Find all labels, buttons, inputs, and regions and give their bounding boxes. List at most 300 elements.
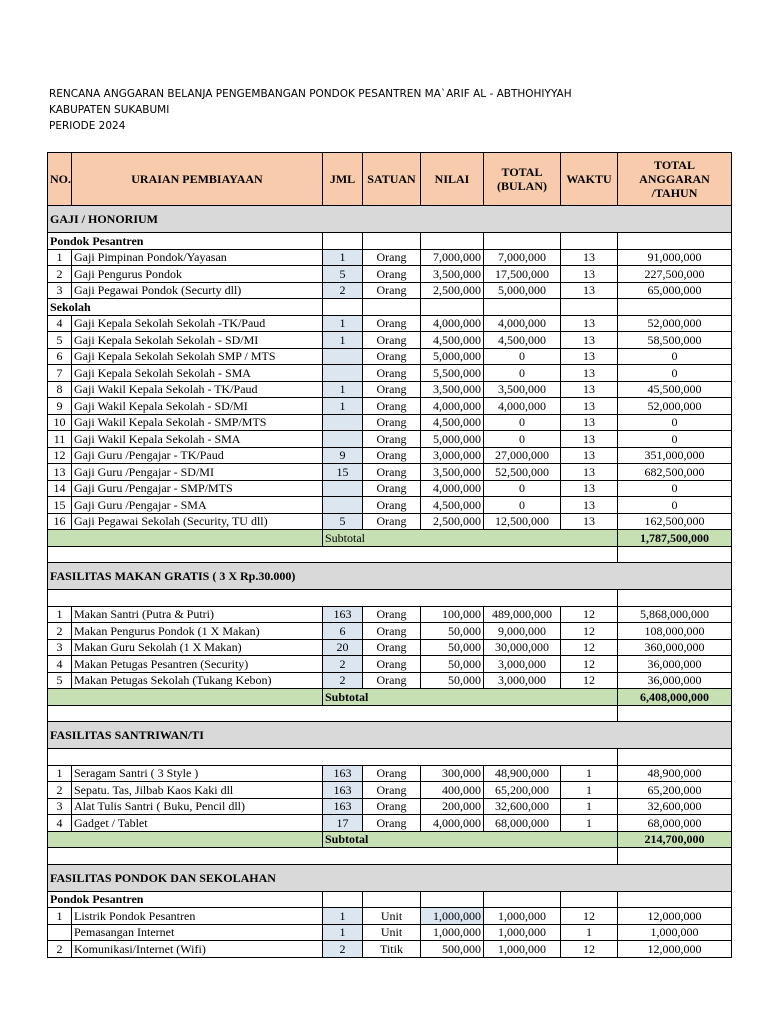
row-number: 10 xyxy=(48,414,72,431)
row-quantity xyxy=(323,497,363,514)
col-header-no: NO. xyxy=(48,153,72,206)
empty-cell xyxy=(561,233,618,250)
row-unit: Orang xyxy=(363,782,421,799)
row-annual-total: 65,000,000 xyxy=(618,282,732,299)
subsection-label: Pondok Pesantren xyxy=(48,233,323,250)
table-row xyxy=(48,365,732,382)
spacer-row xyxy=(48,705,732,722)
row-unit-value: 500,000 xyxy=(421,941,484,958)
section-santri xyxy=(48,722,732,749)
row-unit: Orang xyxy=(363,332,421,349)
row-number: 11 xyxy=(48,431,72,448)
row-annual-total: 12,000,000 xyxy=(618,908,732,925)
row-description: Gaji Wakil Kepala Sekolah - TK/Paud xyxy=(72,381,323,398)
empty-cell xyxy=(421,891,484,908)
row-description: Gaji Kepala Sekolah Sekolah -TK/Paud xyxy=(72,315,323,332)
row-unit-value: 100,000 xyxy=(421,606,484,623)
row-quantity: 9 xyxy=(323,447,363,464)
row-number: 1 xyxy=(48,606,72,623)
row-duration: 13 xyxy=(561,266,618,283)
row-number: 2 xyxy=(48,782,72,799)
row-unit: Orang xyxy=(363,282,421,299)
row-monthly-total: 30,000,000 xyxy=(484,639,561,656)
row-duration: 13 xyxy=(561,464,618,481)
row-unit: Orang xyxy=(363,447,421,464)
row-unit-value: 1,000,000 xyxy=(421,908,484,925)
row-duration: 13 xyxy=(561,348,618,365)
row-monthly-total: 1,000,000 xyxy=(484,941,561,958)
row-quantity: 163 xyxy=(323,606,363,623)
empty-cell xyxy=(618,705,732,722)
spacer-row xyxy=(48,590,732,607)
empty-cell xyxy=(618,590,732,607)
row-number: 12 xyxy=(48,447,72,464)
row-quantity: 20 xyxy=(323,639,363,656)
row-monthly-total: 0 xyxy=(484,431,561,448)
row-unit-value: 5,000,000 xyxy=(421,431,484,448)
row-duration: 13 xyxy=(561,282,618,299)
table-row xyxy=(48,908,732,925)
section-title: FASILITAS MAKAN GRATIS ( 3 X Rp.30.000) xyxy=(48,563,732,590)
row-duration: 13 xyxy=(561,447,618,464)
table-row xyxy=(48,447,732,464)
row-monthly-total: 3,500,000 xyxy=(484,381,561,398)
row-annual-total: 0 xyxy=(618,365,732,382)
row-duration: 13 xyxy=(561,431,618,448)
subtotal-label: Subtotal xyxy=(323,689,618,706)
row-annual-total: 0 xyxy=(618,414,732,431)
row-annual-total: 351,000,000 xyxy=(618,447,732,464)
row-description: Gaji Wakil Kepala Sekolah - SMP/MTS xyxy=(72,414,323,431)
table-row xyxy=(48,815,732,832)
row-unit: Orang xyxy=(363,798,421,815)
row-monthly-total: 0 xyxy=(484,348,561,365)
col-header-jml: JML xyxy=(323,153,363,206)
row-number xyxy=(48,924,72,941)
row-quantity: 1 xyxy=(323,249,363,266)
row-unit-value: 4,000,000 xyxy=(421,480,484,497)
row-description: Listrik Pondok Pesantren xyxy=(72,908,323,925)
row-monthly-total: 4,000,000 xyxy=(484,315,561,332)
budget-table xyxy=(47,152,732,958)
row-unit-value: 4,500,000 xyxy=(421,497,484,514)
row-description: Gaji Kepala Sekolah Sekolah - SMA xyxy=(72,365,323,382)
section-fasilitas xyxy=(48,864,732,891)
table-row xyxy=(48,431,732,448)
subsection-label: Pondok Pesantren xyxy=(48,891,323,908)
row-annual-total: 36,000,000 xyxy=(618,656,732,673)
row-description: Makan Pengurus Pondok (1 X Makan) xyxy=(72,623,323,640)
row-description: Gaji Kepala Sekolah Sekolah - SD/MI xyxy=(72,332,323,349)
document-regency: KABUPATEN SUKABUMI xyxy=(49,104,170,116)
row-quantity xyxy=(323,365,363,382)
row-duration: 12 xyxy=(561,639,618,656)
row-monthly-total: 27,000,000 xyxy=(484,447,561,464)
row-quantity: 1 xyxy=(323,924,363,941)
row-description: Gadget / Tablet xyxy=(72,815,323,832)
row-quantity xyxy=(323,480,363,497)
row-unit-value: 50,000 xyxy=(421,623,484,640)
table-row xyxy=(48,282,732,299)
row-unit: Orang xyxy=(363,513,421,530)
row-number: 15 xyxy=(48,497,72,514)
row-description: Pemasangan Internet xyxy=(72,924,323,941)
row-annual-total: 360,000,000 xyxy=(618,639,732,656)
row-annual-total: 108,000,000 xyxy=(618,623,732,640)
row-unit-value: 1,000,000 xyxy=(421,924,484,941)
row-unit-value: 50,000 xyxy=(421,639,484,656)
row-unit-value: 3,500,000 xyxy=(421,464,484,481)
row-description: Gaji Wakil Kepala Sekolah - SMA xyxy=(72,431,323,448)
row-duration: 13 xyxy=(561,414,618,431)
empty-cell xyxy=(48,705,618,722)
row-description: Makan Petugas Pesantren (Security) xyxy=(72,656,323,673)
row-unit-value: 400,000 xyxy=(421,782,484,799)
empty-cell xyxy=(363,299,421,316)
row-quantity: 1 xyxy=(323,398,363,415)
row-quantity: 163 xyxy=(323,782,363,799)
table-row xyxy=(48,672,732,689)
row-monthly-total: 1,000,000 xyxy=(484,924,561,941)
row-duration: 12 xyxy=(561,672,618,689)
empty-cell xyxy=(421,233,484,250)
empty-cell xyxy=(363,891,421,908)
row-quantity: 1 xyxy=(323,315,363,332)
empty-cell xyxy=(48,530,323,547)
row-description: Makan Guru Sekolah (1 X Makan) xyxy=(72,639,323,656)
row-unit-value: 3,500,000 xyxy=(421,381,484,398)
row-monthly-total: 12,500,000 xyxy=(484,513,561,530)
section-title: GAJI / HONORIUM xyxy=(48,206,732,233)
row-annual-total: 65,200,000 xyxy=(618,782,732,799)
row-number: 7 xyxy=(48,365,72,382)
table-row xyxy=(48,798,732,815)
row-monthly-total: 7,000,000 xyxy=(484,249,561,266)
row-quantity: 163 xyxy=(323,765,363,782)
empty-cell xyxy=(618,749,732,766)
row-number: 3 xyxy=(48,798,72,815)
row-number: 4 xyxy=(48,815,72,832)
row-unit-value: 200,000 xyxy=(421,798,484,815)
row-duration: 13 xyxy=(561,249,618,266)
table-row xyxy=(48,497,732,514)
row-description: Gaji Pengurus Pondok xyxy=(72,266,323,283)
row-quantity xyxy=(323,348,363,365)
table-row xyxy=(48,332,732,349)
row-quantity xyxy=(323,414,363,431)
row-unit: Orang xyxy=(363,381,421,398)
row-unit-value: 5,000,000 xyxy=(421,348,484,365)
row-quantity: 163 xyxy=(323,798,363,815)
row-monthly-total: 32,600,000 xyxy=(484,798,561,815)
row-number: 3 xyxy=(48,282,72,299)
row-description: Alat Tulis Santri ( Buku, Pencil dll) xyxy=(72,798,323,815)
row-number: 1 xyxy=(48,908,72,925)
table-row xyxy=(48,348,732,365)
row-number: 8 xyxy=(48,381,72,398)
row-number: 2 xyxy=(48,623,72,640)
empty-cell xyxy=(618,299,732,316)
subtotal-value: 214,700,000 xyxy=(618,831,732,848)
row-unit: Orang xyxy=(363,414,421,431)
col-header-uraian: URAIAN PEMBIAYAAN xyxy=(72,153,323,206)
empty-cell xyxy=(561,891,618,908)
row-duration: 13 xyxy=(561,381,618,398)
table-row xyxy=(48,765,732,782)
row-annual-total: 0 xyxy=(618,480,732,497)
row-annual-total: 45,500,000 xyxy=(618,381,732,398)
table-row xyxy=(48,315,732,332)
spacer-row xyxy=(48,749,732,766)
row-duration: 13 xyxy=(561,497,618,514)
row-number: 13 xyxy=(48,464,72,481)
row-unit: Orang xyxy=(363,480,421,497)
row-duration: 12 xyxy=(561,606,618,623)
row-description: Gaji Kepala Sekolah Sekolah SMP / MTS xyxy=(72,348,323,365)
empty-cell xyxy=(48,546,618,563)
empty-cell xyxy=(48,689,323,706)
empty-cell xyxy=(323,233,363,250)
col-header-waktu: WAKTU xyxy=(561,153,618,206)
row-annual-total: 12,000,000 xyxy=(618,941,732,958)
row-annual-total: 68,000,000 xyxy=(618,815,732,832)
empty-cell xyxy=(421,299,484,316)
document-period: PERIODE 2024 xyxy=(49,120,126,132)
row-description: Gaji Guru /Pengajar - SD/MI xyxy=(72,464,323,481)
row-description: Gaji Pegawai Sekolah (Security, TU dll) xyxy=(72,513,323,530)
empty-cell xyxy=(363,233,421,250)
row-unit: Orang xyxy=(363,672,421,689)
row-unit-value: 4,500,000 xyxy=(421,414,484,431)
row-unit-value: 4,000,000 xyxy=(421,398,484,415)
empty-cell xyxy=(484,891,561,908)
row-annual-total: 91,000,000 xyxy=(618,249,732,266)
row-quantity: 5 xyxy=(323,266,363,283)
subsection-label: Sekolah xyxy=(48,299,323,316)
row-quantity: 2 xyxy=(323,672,363,689)
row-duration: 13 xyxy=(561,332,618,349)
row-quantity: 1 xyxy=(323,381,363,398)
section-gaji xyxy=(48,206,732,233)
row-annual-total: 5,868,000,000 xyxy=(618,606,732,623)
row-description: Gaji Guru /Pengajar - SMP/MTS xyxy=(72,480,323,497)
row-monthly-total: 4,000,000 xyxy=(484,398,561,415)
row-description: Komunikasi/Internet (Wifi) xyxy=(72,941,323,958)
row-unit: Unit xyxy=(363,908,421,925)
empty-cell xyxy=(618,848,732,865)
row-number: 4 xyxy=(48,656,72,673)
row-unit: Unit xyxy=(363,924,421,941)
row-unit: Orang xyxy=(363,497,421,514)
col-header-total-bulan: TOTAL (BULAN) xyxy=(484,153,561,206)
row-number: 16 xyxy=(48,513,72,530)
empty-cell xyxy=(484,299,561,316)
table-row xyxy=(48,464,732,481)
row-number: 14 xyxy=(48,480,72,497)
row-unit: Orang xyxy=(363,315,421,332)
row-unit-value: 2,500,000 xyxy=(421,282,484,299)
table-row xyxy=(48,480,732,497)
row-unit: Orang xyxy=(363,606,421,623)
row-unit: Titik xyxy=(363,941,421,958)
row-description: Makan Petugas Sekolah (Tukang Kebon) xyxy=(72,672,323,689)
row-description: Gaji Wakil Kepala Sekolah - SD/MI xyxy=(72,398,323,415)
row-unit-value: 3,500,000 xyxy=(421,266,484,283)
empty-cell xyxy=(48,848,618,865)
table-row xyxy=(48,398,732,415)
row-annual-total: 32,600,000 xyxy=(618,798,732,815)
row-duration: 12 xyxy=(561,908,618,925)
row-number: 3 xyxy=(48,639,72,656)
row-monthly-total: 3,000,000 xyxy=(484,672,561,689)
row-monthly-total: 4,500,000 xyxy=(484,332,561,349)
row-annual-total: 58,500,000 xyxy=(618,332,732,349)
row-duration: 13 xyxy=(561,398,618,415)
document-title: RENCANA ANGGARAN BELANJA PENGEMBANGAN PONDOK PESANTREN MA`ARIF AL - ABTHOHIYYAH xyxy=(49,88,572,100)
row-annual-total: 48,900,000 xyxy=(618,765,732,782)
row-unit-value: 5,500,000 xyxy=(421,365,484,382)
row-unit-value: 50,000 xyxy=(421,672,484,689)
row-duration: 12 xyxy=(561,941,618,958)
subtotal-label: Subtotal xyxy=(323,831,618,848)
row-duration: 1 xyxy=(561,924,618,941)
row-duration: 1 xyxy=(561,815,618,832)
row-number: 1 xyxy=(48,249,72,266)
row-unit: Orang xyxy=(363,365,421,382)
row-unit: Orang xyxy=(363,249,421,266)
subsection-row xyxy=(48,233,732,250)
row-monthly-total: 0 xyxy=(484,414,561,431)
row-unit-value: 3,000,000 xyxy=(421,447,484,464)
row-quantity: 1 xyxy=(323,332,363,349)
section-makan xyxy=(48,563,732,590)
subtotal-value: 1,787,500,000 xyxy=(618,530,732,547)
row-description: Gaji Guru /Pengajar - TK/Paud xyxy=(72,447,323,464)
empty-cell xyxy=(618,546,732,563)
spacer-row xyxy=(48,546,732,563)
table-row xyxy=(48,381,732,398)
empty-cell xyxy=(323,891,363,908)
table-row xyxy=(48,782,732,799)
row-annual-total: 0 xyxy=(618,431,732,448)
row-annual-total: 36,000,000 xyxy=(618,672,732,689)
table-row xyxy=(48,266,732,283)
row-description: Sepatu. Tas, Jilbab Kaos Kaki dll xyxy=(72,782,323,799)
subtotal-label: Subtotal xyxy=(323,530,618,547)
spacer-row xyxy=(48,848,732,865)
table-row xyxy=(48,513,732,530)
row-unit-value: 4,000,000 xyxy=(421,815,484,832)
empty-cell xyxy=(484,233,561,250)
section-title: FASILITAS PONDOK DAN SEKOLAHAN xyxy=(48,864,732,891)
row-annual-total: 52,000,000 xyxy=(618,398,732,415)
row-unit-value: 4,500,000 xyxy=(421,332,484,349)
row-duration: 13 xyxy=(561,315,618,332)
row-number: 1 xyxy=(48,765,72,782)
table-header-row xyxy=(48,153,732,206)
row-description: Gaji Pegawai Pondok (Securty dll) xyxy=(72,282,323,299)
row-description: Gaji Guru /Pengajar - SMA xyxy=(72,497,323,514)
row-monthly-total: 0 xyxy=(484,497,561,514)
row-unit: Orang xyxy=(363,623,421,640)
empty-cell xyxy=(618,891,732,908)
row-number: 5 xyxy=(48,332,72,349)
subsection-row xyxy=(48,299,732,316)
row-monthly-total: 489,000,000 xyxy=(484,606,561,623)
row-quantity: 2 xyxy=(323,656,363,673)
empty-cell xyxy=(48,749,618,766)
table-row xyxy=(48,414,732,431)
row-quantity: 6 xyxy=(323,623,363,640)
empty-cell xyxy=(323,299,363,316)
subtotal-row xyxy=(48,530,732,547)
row-description: Makan Santri (Putra & Putri) xyxy=(72,606,323,623)
row-unit: Orang xyxy=(363,815,421,832)
row-unit: Orang xyxy=(363,266,421,283)
row-duration: 13 xyxy=(561,365,618,382)
row-quantity: 15 xyxy=(323,464,363,481)
row-quantity: 2 xyxy=(323,282,363,299)
row-unit-value: 7,000,000 xyxy=(421,249,484,266)
table-row xyxy=(48,639,732,656)
row-unit: Orang xyxy=(363,765,421,782)
row-duration: 12 xyxy=(561,656,618,673)
col-header-satuan: SATUAN xyxy=(363,153,421,206)
row-number: 2 xyxy=(48,266,72,283)
subsection-row xyxy=(48,891,732,908)
empty-cell xyxy=(48,831,323,848)
row-quantity: 1 xyxy=(323,908,363,925)
row-duration: 13 xyxy=(561,480,618,497)
row-duration: 13 xyxy=(561,513,618,530)
row-unit: Orang xyxy=(363,656,421,673)
row-monthly-total: 3,000,000 xyxy=(484,656,561,673)
row-monthly-total: 65,200,000 xyxy=(484,782,561,799)
row-unit: Orang xyxy=(363,431,421,448)
row-annual-total: 1,000,000 xyxy=(618,924,732,941)
row-number: 2 xyxy=(48,941,72,958)
row-monthly-total: 5,000,000 xyxy=(484,282,561,299)
empty-cell xyxy=(618,233,732,250)
table-row xyxy=(48,249,732,266)
row-quantity: 2 xyxy=(323,941,363,958)
table-row xyxy=(48,623,732,640)
row-monthly-total: 52,500,000 xyxy=(484,464,561,481)
row-unit: Orang xyxy=(363,639,421,656)
row-annual-total: 0 xyxy=(618,497,732,514)
row-monthly-total: 68,000,000 xyxy=(484,815,561,832)
row-number: 9 xyxy=(48,398,72,415)
row-number: 4 xyxy=(48,315,72,332)
row-monthly-total: 1,000,000 xyxy=(484,908,561,925)
row-duration: 1 xyxy=(561,765,618,782)
row-description: Gaji Pimpinan Pondok/Yayasan xyxy=(72,249,323,266)
row-unit-value: 2,500,000 xyxy=(421,513,484,530)
row-unit-value: 4,000,000 xyxy=(421,315,484,332)
row-duration: 1 xyxy=(561,798,618,815)
row-monthly-total: 17,500,000 xyxy=(484,266,561,283)
row-annual-total: 682,500,000 xyxy=(618,464,732,481)
subtotal-value: 6,408,000,000 xyxy=(618,689,732,706)
table-row xyxy=(48,941,732,958)
row-quantity xyxy=(323,431,363,448)
row-number: 6 xyxy=(48,348,72,365)
empty-cell xyxy=(561,299,618,316)
row-quantity: 17 xyxy=(323,815,363,832)
table-row xyxy=(48,656,732,673)
row-duration: 12 xyxy=(561,623,618,640)
row-unit: Orang xyxy=(363,348,421,365)
